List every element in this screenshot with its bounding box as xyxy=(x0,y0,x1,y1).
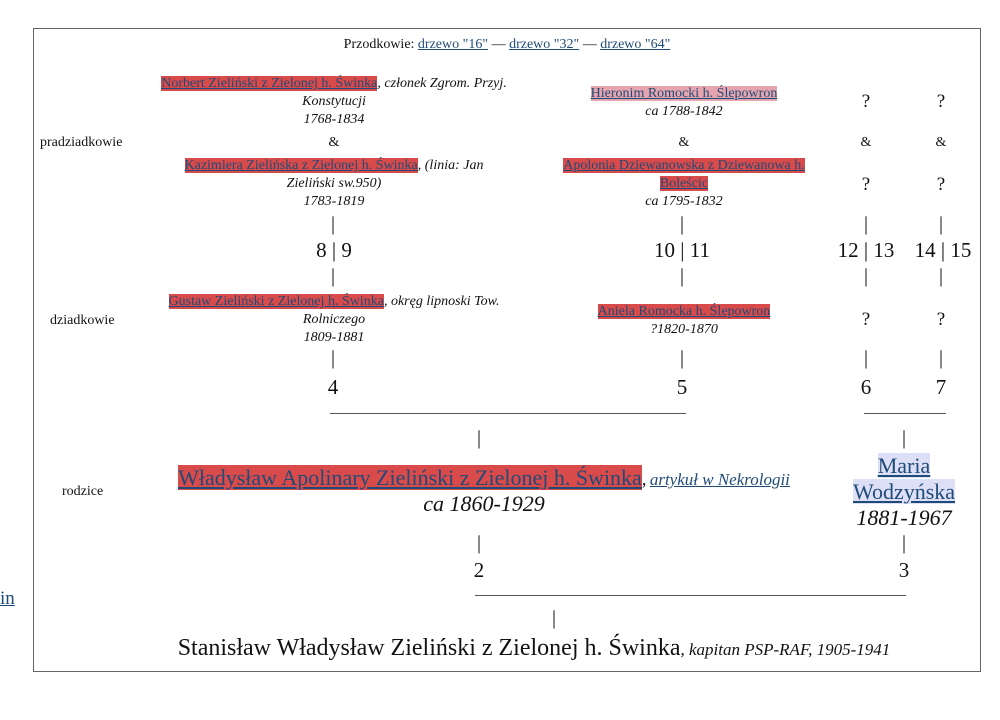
ampersand: & xyxy=(678,135,690,150)
connector-line xyxy=(864,413,946,414)
connector-bar: | xyxy=(330,213,335,235)
connector-bar: | xyxy=(330,347,335,369)
pair-number-10-11: 10 | 11 xyxy=(654,238,710,262)
subject-note: , kapitan PSP-RAF xyxy=(680,640,809,659)
connector-bar: | xyxy=(901,532,906,554)
person-8-link[interactable]: Norbert Zieliński z Zielonej h. Świnka xyxy=(161,76,378,91)
ampersand: & xyxy=(935,135,947,150)
parent-number-2: 2 xyxy=(473,558,485,582)
person-2-dates: ca 1860-1929 xyxy=(423,491,545,516)
grandparent-number-6: 6 xyxy=(860,375,872,399)
person-8 xyxy=(124,75,544,129)
person-10-dates: ca 1788-1842 xyxy=(645,104,723,119)
grandparent-number-7: 7 xyxy=(935,375,947,399)
person-5 xyxy=(534,303,834,339)
connector-bar: | xyxy=(938,265,943,287)
unknown-person-7: ? xyxy=(936,309,946,330)
person-4-note-cont: Rolniczego xyxy=(302,312,366,327)
person-9-link[interactable]: Kazimiera Zielińska z Zielonej h. Świnka xyxy=(184,158,418,173)
person-11-link[interactable]: Apolonia Dziewanowska z Dziewanowa h. xyxy=(563,158,805,173)
connector-line xyxy=(475,595,906,596)
person-5-dates: ?1820-1870 xyxy=(650,322,718,337)
connector-bar: | xyxy=(679,347,684,369)
tree64-link[interactable]: drzewo "64" xyxy=(600,37,671,52)
row-label-parents: rodzice xyxy=(62,484,104,499)
pair-number-12-13: 12 | 13 xyxy=(837,238,895,262)
person-8-note: , członek Zgrom. Przyj. xyxy=(377,76,507,91)
connector-bar: | xyxy=(863,265,868,287)
subject-person xyxy=(94,635,974,662)
header-dash: — xyxy=(582,37,597,52)
connector-bar: | xyxy=(679,265,684,287)
connector-bar: | xyxy=(476,427,481,449)
tree-header xyxy=(34,37,980,53)
unknown-person-6: ? xyxy=(861,309,871,330)
person-11-link-cont[interactable]: Boleścic xyxy=(659,176,709,191)
person-4 xyxy=(124,293,544,347)
person-3 xyxy=(834,453,974,531)
person-9-dates: 1783-1819 xyxy=(303,194,365,209)
person-4-note: , okręg lipnoski Tow. xyxy=(383,294,500,309)
person-10-link[interactable]: Hieronim Romocki h. Ślepowron xyxy=(590,86,778,101)
connector-bar: | xyxy=(901,427,906,449)
parent-number-3: 3 xyxy=(898,558,910,582)
row-label-great-grandparents: pradziadkowie xyxy=(40,135,123,150)
row-label-grandparents: dziadkowie xyxy=(50,313,115,328)
connector-bar: | xyxy=(476,532,481,554)
person-8-dates: 1768-1834 xyxy=(303,112,365,127)
person-9 xyxy=(124,157,544,211)
person-8-note-cont: Konstytucji xyxy=(302,94,366,109)
ampersand: & xyxy=(860,135,872,150)
header-prefix: Przodkowie: xyxy=(343,37,415,52)
ampersand: & xyxy=(328,135,340,150)
person-2-article-link[interactable]: artykuł w Nekrologii xyxy=(649,470,790,489)
subject-name: Stanisław Władysław Zieliński z Zielonej h. Świnka xyxy=(177,635,681,661)
header-dash: — xyxy=(491,37,506,52)
person-5-link[interactable]: Aniela Romocka h. Ślepowron xyxy=(597,304,771,319)
connector-bar: | xyxy=(863,347,868,369)
person-2 xyxy=(134,465,834,517)
person-3-dates: 1881-1967 xyxy=(856,505,952,530)
person-11-dates: ca 1795-1832 xyxy=(645,194,723,209)
person-9-note: , (linia: Jan xyxy=(417,158,484,173)
unknown-person-13: ? xyxy=(861,174,871,195)
unknown-person-14: ? xyxy=(936,91,946,112)
person-2-comma: , xyxy=(641,469,647,489)
connector-line xyxy=(330,413,686,414)
person-10 xyxy=(534,85,834,121)
person-4-dates: 1809-1881 xyxy=(303,330,365,345)
person-11 xyxy=(524,157,844,211)
connector-bar: | xyxy=(679,213,684,235)
subject-dates: , 1905-1941 xyxy=(808,640,891,659)
connector-bar: | xyxy=(938,213,943,235)
pair-number-8-9: 8 | 9 xyxy=(316,238,352,262)
person-4-link[interactable]: Gustaw Zieliński z Zielonej h. Świnka xyxy=(168,294,384,309)
unknown-person-12: ? xyxy=(861,91,871,112)
ancestor-tree-frame xyxy=(33,28,981,672)
person-2-link[interactable]: Władysław Apolinary Zieliński z Zielonej h. Świnka xyxy=(178,465,642,490)
person-3-link[interactable]: Maria xyxy=(877,453,931,478)
tree32-link[interactable]: drzewo "32" xyxy=(509,37,580,52)
grandparent-number-4: 4 xyxy=(327,375,339,399)
person-9-note-cont: Zieliński sw.950) xyxy=(286,176,382,191)
connector-bar: | xyxy=(551,607,556,629)
connector-bar: | xyxy=(863,213,868,235)
pair-number-14-15: 14 | 15 xyxy=(914,238,972,262)
connector-bar: | xyxy=(330,265,335,287)
grandparent-number-5: 5 xyxy=(676,375,688,399)
unknown-person-15: ? xyxy=(936,174,946,195)
connector-bar: | xyxy=(938,347,943,369)
person-3-link-cont[interactable]: Wodzyńska xyxy=(852,479,956,504)
tree16-link[interactable]: drzewo "16" xyxy=(417,37,489,52)
side-link[interactable]: in xyxy=(0,588,15,609)
